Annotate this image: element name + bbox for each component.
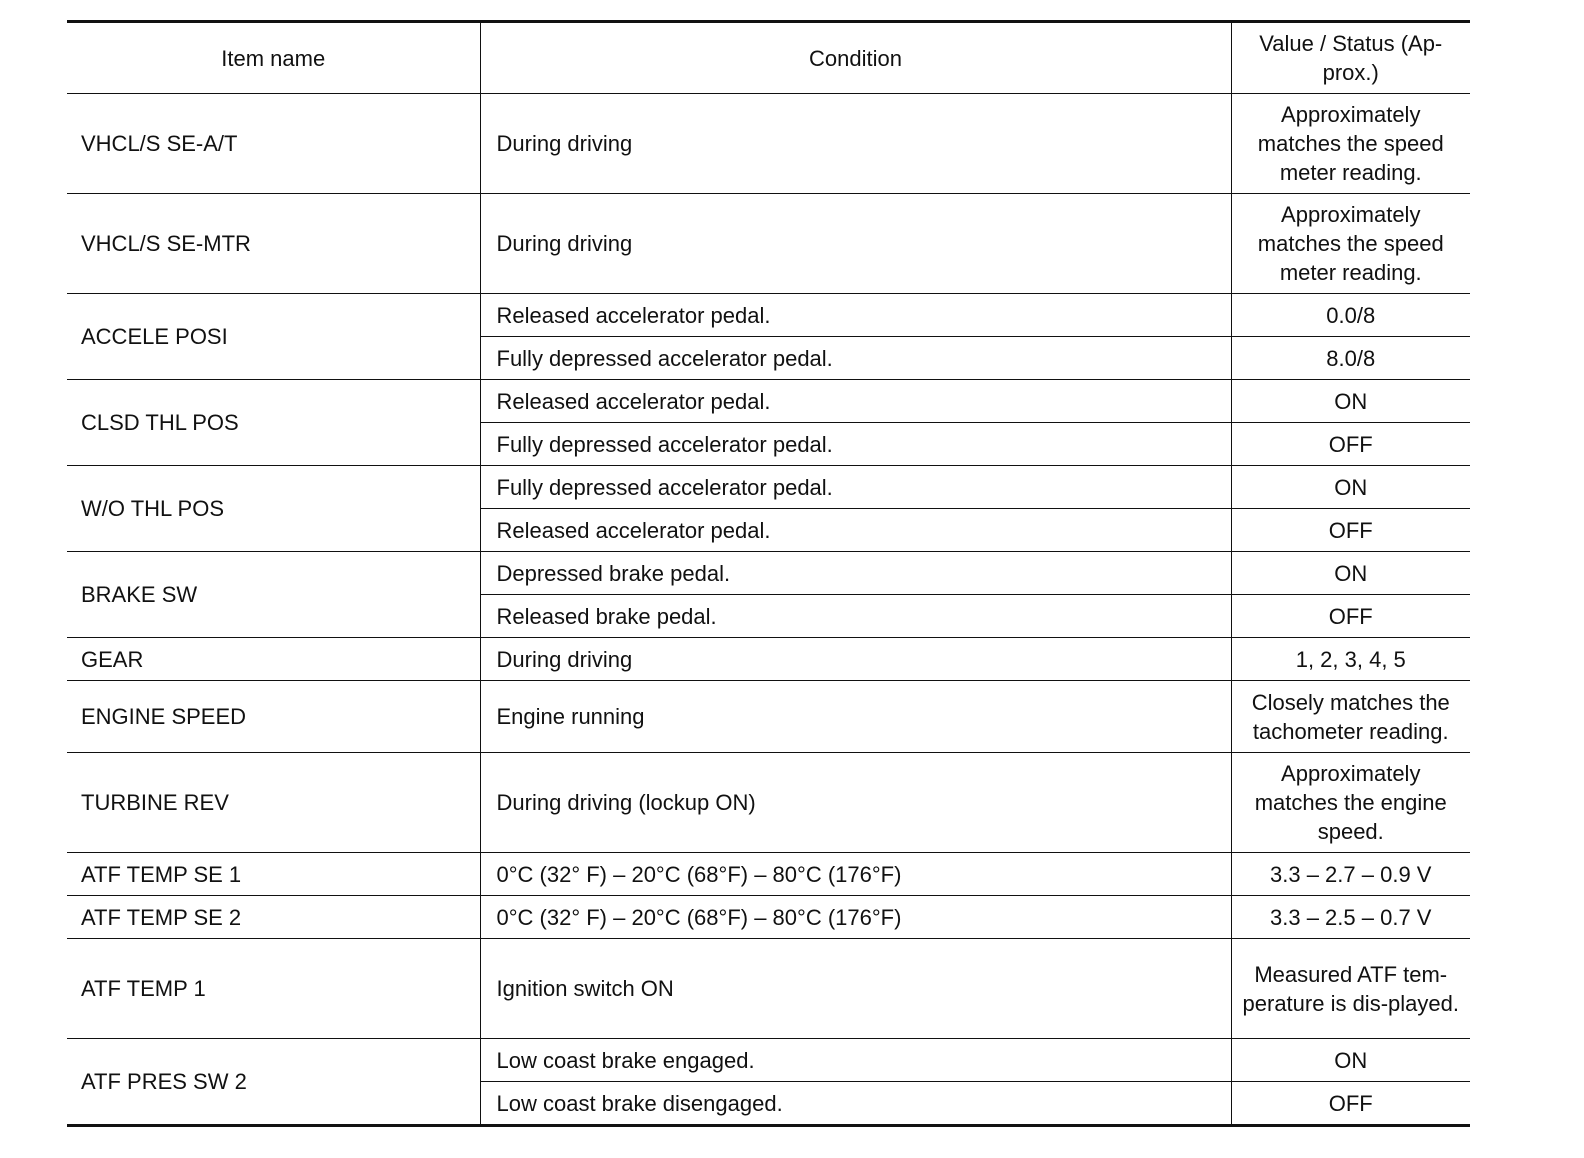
value-cell: OFF [1231, 595, 1470, 638]
condition-cell: Released brake pedal. [480, 595, 1231, 638]
value-cell: ON [1231, 1039, 1470, 1082]
table-row [67, 380, 1470, 423]
condition-cell: Fully depressed accelerator pedal. [480, 423, 1231, 466]
value-cell: 3.3 – 2.5 – 0.7 V [1231, 896, 1470, 939]
item-name: VHCL/S SE-A/T [67, 94, 480, 194]
condition-cell: Ignition switch ON [480, 939, 1231, 1039]
item-name: TURBINE REV [67, 753, 480, 853]
value-cell: ON [1231, 552, 1470, 595]
condition-cell: Engine running [480, 681, 1231, 753]
table-row [67, 94, 1470, 194]
condition-cell: Released accelerator pedal. [480, 509, 1231, 552]
value-cell: Closely matches the tachometer reading. [1231, 681, 1470, 753]
value-cell: 8.0/8 [1231, 337, 1470, 380]
value-cell: ON [1231, 466, 1470, 509]
condition-cell: Low coast brake disengaged. [480, 1082, 1231, 1126]
item-name: CLSD THL POS [67, 380, 480, 466]
header-value-status-text: Value / Status (Ap- prox.) [1259, 31, 1443, 85]
condition-cell: During driving (lockup ON) [480, 753, 1231, 853]
header-condition: Condition [480, 22, 1231, 94]
item-name: BRAKE SW [67, 552, 480, 638]
value-cell: Measured ATF tem-perature is dis-played. [1231, 939, 1470, 1039]
condition-cell: Low coast brake engaged. [480, 1039, 1231, 1082]
table-row [67, 194, 1470, 294]
item-name: ENGINE SPEED [67, 681, 480, 753]
table-row [67, 1039, 1470, 1082]
item-name: ATF TEMP SE 1 [67, 853, 480, 896]
condition-cell: Fully depressed accelerator pedal. [480, 466, 1231, 509]
condition-cell: During driving [480, 94, 1231, 194]
item-name: GEAR [67, 638, 480, 681]
value-cell: Approximately matches the speed meter reading. [1231, 194, 1470, 294]
value-cell: OFF [1231, 509, 1470, 552]
value-cell: 0.0/8 [1231, 294, 1470, 337]
table-body [67, 94, 1470, 1126]
value-cell: OFF [1231, 423, 1470, 466]
item-name: ATF PRES SW 2 [67, 1039, 480, 1126]
item-name: ATF TEMP SE 2 [67, 896, 480, 939]
condition-cell: Depressed brake pedal. [480, 552, 1231, 595]
table-row [67, 466, 1470, 509]
table-row [67, 294, 1470, 337]
item-name: ACCELE POSI [67, 294, 480, 380]
value-cell: OFF [1231, 1082, 1470, 1126]
value-cell: 1, 2, 3, 4, 5 [1231, 638, 1470, 681]
table-row [67, 939, 1470, 1039]
item-name: VHCL/S SE-MTR [67, 194, 480, 294]
table-row [67, 638, 1470, 681]
condition-cell: 0°C (32° F) – 20°C (68°F) – 80°C (176°F) [480, 853, 1231, 896]
item-name: ATF TEMP 1 [67, 939, 480, 1039]
table-row [67, 681, 1470, 753]
table-row [67, 753, 1470, 853]
value-cell: Approximately matches the engine speed. [1231, 753, 1470, 853]
condition-cell: Released accelerator pedal. [480, 380, 1231, 423]
header-item-name: Item name [67, 22, 480, 94]
table-row [67, 896, 1470, 939]
table-header [67, 22, 1470, 94]
value-cell: Approximately matches the speed meter reading. [1231, 94, 1470, 194]
table-row [67, 552, 1470, 595]
value-cell: 3.3 – 2.7 – 0.9 V [1231, 853, 1470, 896]
value-cell: ON [1231, 380, 1470, 423]
item-name: W/O THL POS [67, 466, 480, 552]
condition-cell: During driving [480, 194, 1231, 294]
table-row [67, 853, 1470, 896]
data-monitor-table [67, 20, 1470, 1127]
condition-cell: Fully depressed accelerator pedal. [480, 337, 1231, 380]
header-value-status [1231, 22, 1470, 94]
condition-cell: Released accelerator pedal. [480, 294, 1231, 337]
condition-cell: 0°C (32° F) – 20°C (68°F) – 80°C (176°F) [480, 896, 1231, 939]
condition-cell: During driving [480, 638, 1231, 681]
header-row [67, 22, 1470, 94]
